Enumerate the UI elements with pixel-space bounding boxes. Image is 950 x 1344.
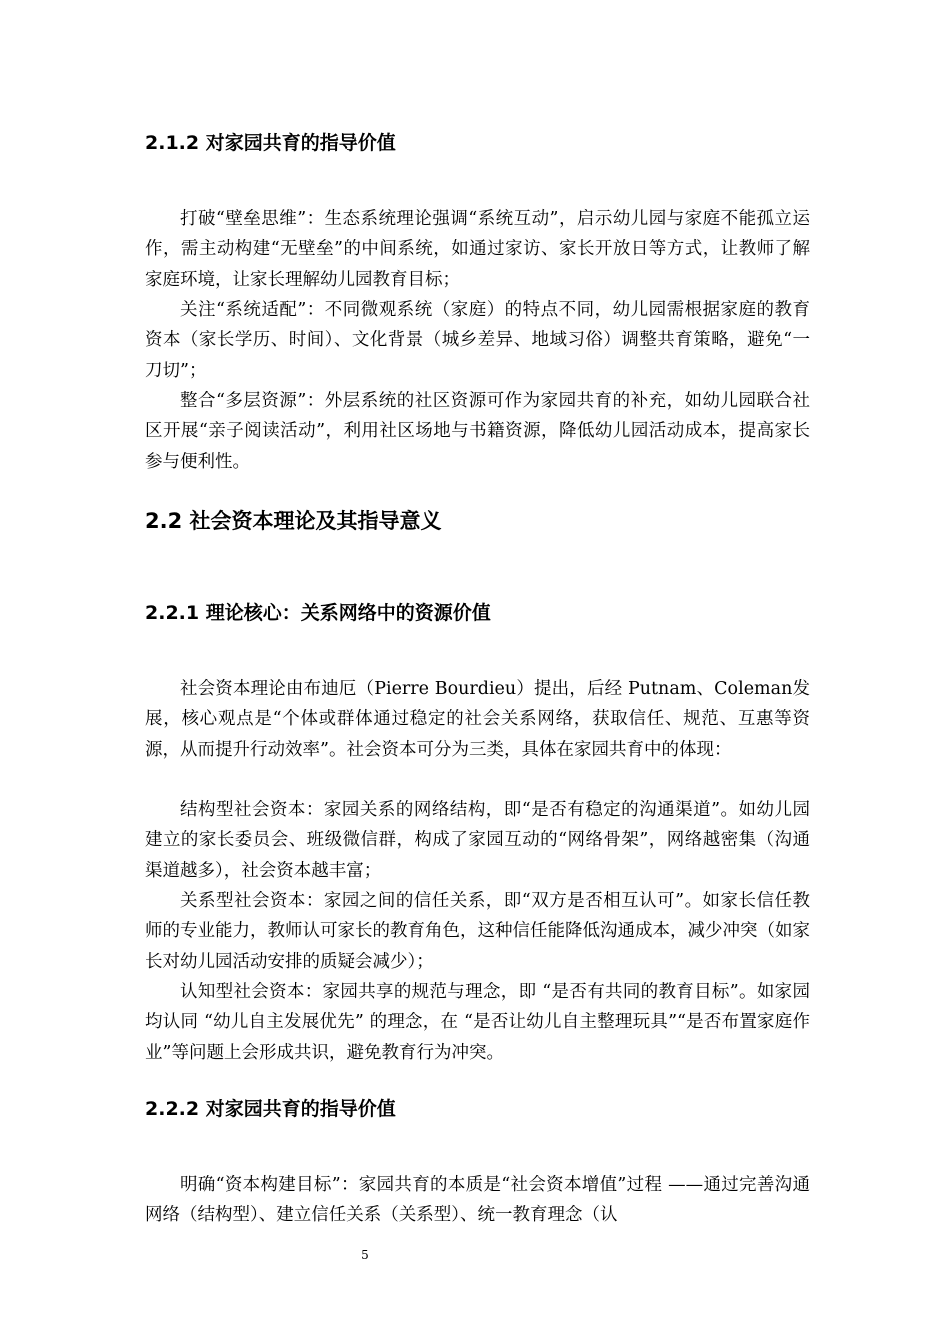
section-heading-2-2-1: 2.2.1 理论核心：关系网络中的资源价值	[145, 602, 491, 624]
paragraph-break-barriers: 打破“壁垒思维”：生态系统理论强调“系统互动”，启示幼儿园与家庭不能孤立运作，需主动构建“无壁垒”的中间系统，如通过家访、家长开放日等方式，让教师了解家庭环境，让家长理解幼儿园教育目标；	[145, 209, 810, 290]
section-heading-2-2-2: 2.2.2 对家园共育的指导价值	[145, 1098, 396, 1120]
paragraph-social-capital-theory: 社会资本理论由布迪厄（Pierre Bourdieu）提出，后经 Putnam、Coleman发展，核心观点是“个体或群体通过稳定的社会关系网络，获取信任、规范、互惠等资源，从而提升行动效率”。社会资本可分为三类，具体在家园共育中的体现：	[145, 679, 810, 760]
paragraph-capital-building-goal: 明确“资本构建目标”：家园共育的本质是“社会资本增值”过程 ——通过完善沟通网络（结构型）、建立信任关系（关系型）、统一教育理念（认	[145, 1175, 810, 1226]
paragraph-system-adaptation: 关注“系统适配”：不同微观系统（家庭）的特点不同，幼儿园需根据家庭的教育资本（家长学历、时间）、文化背景（城乡差异、地域习俗）调整共育策略，避免“一刀切”；	[145, 300, 810, 381]
paragraph-relational-capital: 关系型社会资本：家园之间的信任关系，即“双方是否相互认可”。如家长信任教师的专业能力，教师认可家长的教育角色，这种信任能降低沟通成本，减少冲突（如家长对幼儿园活动安排的质疑会减少）；	[145, 891, 810, 972]
section-heading-2-1-2: 2.1.2 对家园共育的指导价值	[145, 132, 396, 154]
page-number: 5	[361, 1248, 369, 1262]
section-heading-2-2: 2.2 社会资本理论及其指导意义	[145, 509, 442, 533]
paragraph-structural-capital: 结构型社会资本：家园关系的网络结构，即“是否有稳定的沟通渠道”。如幼儿园建立的家长委员会、班级微信群，构成了家园互动的“网络骨架”，网络越密集（沟通渠道越多），社会资本越丰富；	[145, 800, 810, 881]
paragraph-multi-layer-resources: 整合“多层资源”：外层系统的社区资源可作为家园共育的补充，如幼儿园联合社区开展“亲子阅读活动”，利用社区场地与书籍资源，降低幼儿园活动成本，提高家长参与便利性。	[145, 391, 810, 472]
paragraph-cognitive-capital: 认知型社会资本：家园共享的规范与理念，即 “是否有共同的教育目标”。如家园均认同 “幼儿自主发展优先” 的理念，在 “是否让幼儿自主整理玩具”“是否布置家庭作业”等问题上会形成共识，避免教育行为冲突。	[145, 982, 810, 1063]
